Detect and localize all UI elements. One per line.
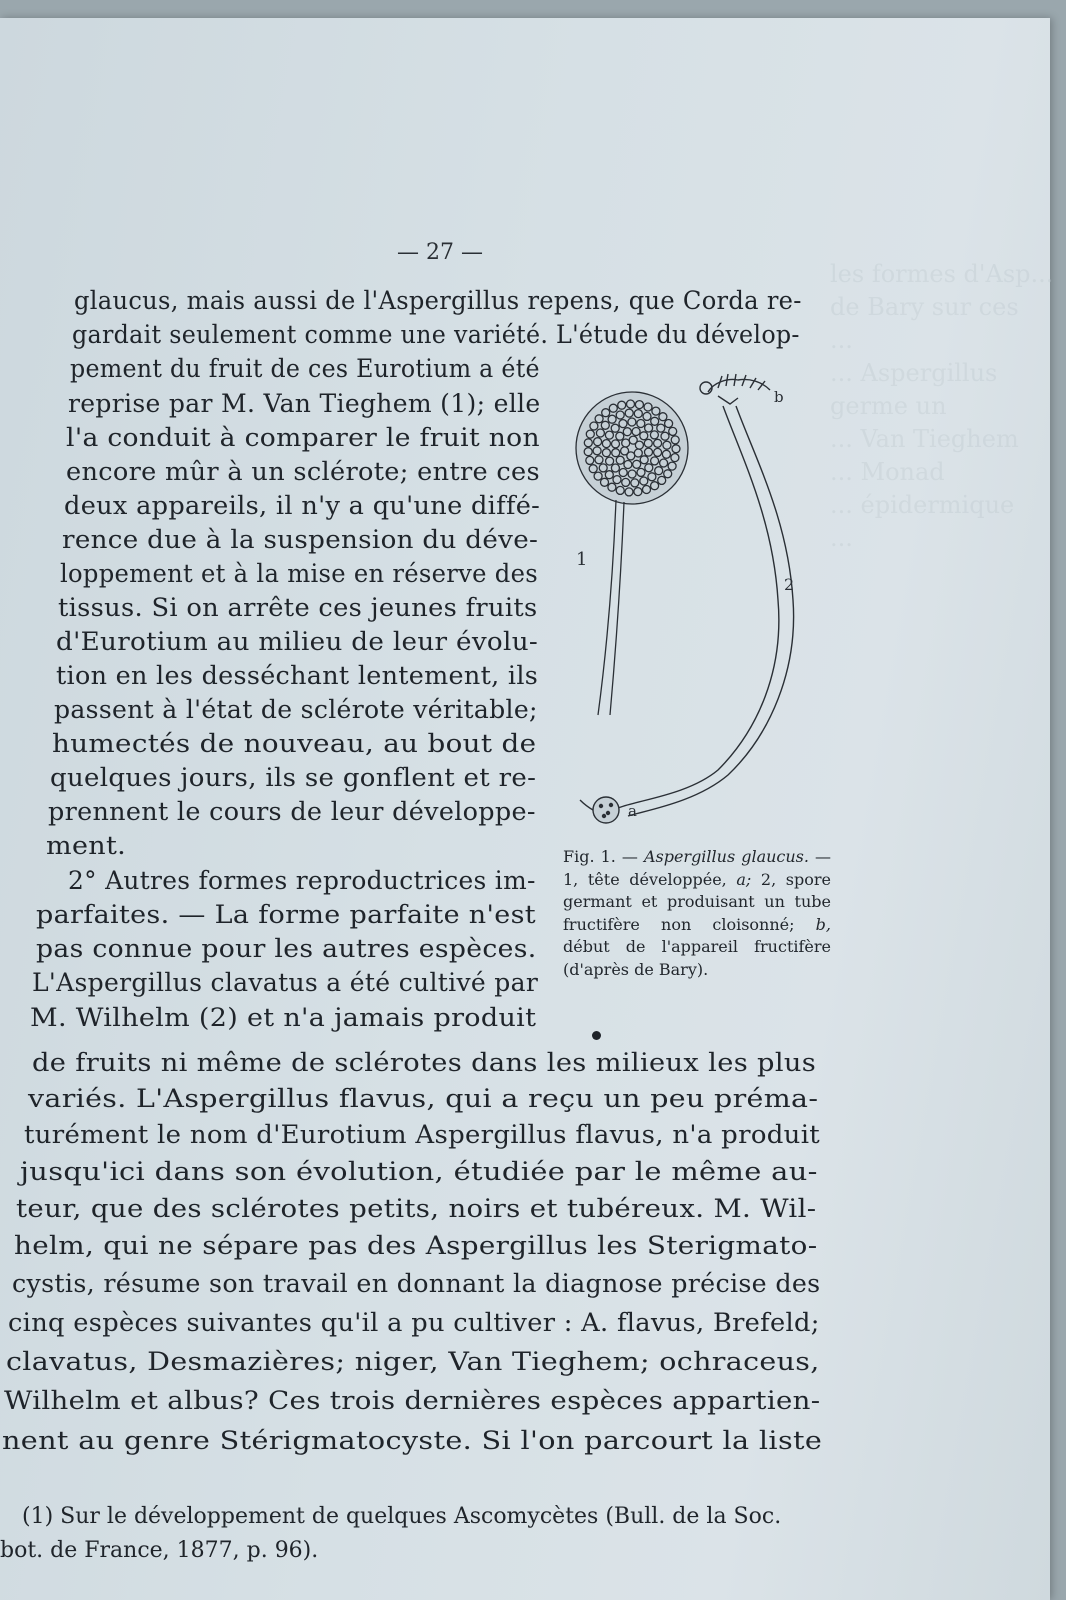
- text-line: jusqu'ici dans son évolution, étudiée par le même au-: [20, 1157, 818, 1186]
- spore-head-illustration: [576, 392, 688, 715]
- figure-label-b: b: [774, 388, 784, 406]
- text-line: ment.: [46, 831, 127, 860]
- text-line: helm, qui ne sépare pas des Aspergillus les Sterigmato-: [14, 1231, 818, 1260]
- text-line: passent à l'état de sclérote véritable;: [54, 695, 538, 724]
- ink-dot: [592, 1031, 601, 1040]
- caption-text: — 1, tête développée,: [563, 847, 832, 889]
- text-line: L'Aspergillus clavatus a été cultivé par: [32, 968, 539, 997]
- text-line: pas connue pour les autres espèces.: [36, 934, 537, 963]
- text-line: cystis, résume son travail en donnant la diagnose précise des: [12, 1269, 821, 1298]
- text-line: quelques jours, ils se gonflent et re-: [50, 763, 537, 792]
- text-line: glaucus, mais aussi de l'Aspergillus repens, que Corda re-: [74, 286, 802, 315]
- text-line: cinq espèces suivantes qu'il a pu cultiver : A. flavus, Brefeld;: [8, 1308, 820, 1337]
- caption-species: Aspergillus glaucus.: [643, 847, 809, 866]
- text-line: gardait seulement comme une variété. L'étude du dévelop-: [72, 320, 800, 349]
- text-line: tissus. Si on arrête ces jeunes fruits: [58, 593, 538, 622]
- text-line: reprise par M. Van Tieghem (1); elle: [68, 389, 541, 418]
- caption-lead: Fig. 1. —: [563, 847, 638, 866]
- text-line: turément le nom d'Eurotium Aspergillus flavus, n'a produit: [24, 1120, 821, 1149]
- text-line: nent au genre Stérigmatocyste. Si l'on parcourt la liste: [2, 1426, 823, 1455]
- text-line: 2° Autres formes reproductrices im-: [68, 866, 536, 895]
- text-line: rence due à la suspension du déve-: [62, 525, 539, 554]
- caption-a-label: a;: [736, 869, 752, 889]
- text-line: clavatus, Desmazières; niger, Van Tieghem; ochraceus,: [6, 1347, 820, 1376]
- caption-b-label: b,: [815, 914, 831, 934]
- caption-text-3: début de l'appareil fructifère (d'après de Bary).: [563, 937, 831, 979]
- text-line: deux appareils, il n'y a qu'une diffé-: [64, 491, 541, 520]
- figure-caption: [563, 846, 831, 981]
- page-number: — 27 —: [397, 240, 483, 265]
- footnote-line-1: (1) Sur le développement de quelques Ascomycètes (Bull. de la Soc.: [22, 1504, 782, 1529]
- text-line: parfaites. — La forme parfaite n'est: [36, 900, 536, 929]
- text-line: l'a conduit à comparer le fruit non: [66, 423, 540, 452]
- text-line: tion en les desséchant lentement, ils: [56, 661, 539, 690]
- page-sheet: [0, 18, 1054, 1600]
- text-line: teur, que des sclérotes petits, noirs et tubéreux. M. Wil-: [16, 1194, 817, 1223]
- figure-label-a: a: [628, 802, 637, 820]
- text-line: d'Eurotium au milieu de leur évolu-: [56, 627, 539, 656]
- show-through-text: les formes d'Asp... de Bary sur ces ... ... Aspergillus germe un ... Van Tieghem ... Monad ... épidermique ...: [830, 260, 1054, 552]
- caption-text-2: 2, spore germant et produisant un tube fructifère non cloisonné;: [563, 869, 831, 934]
- text-line: humectés de nouveau, au bout de: [52, 729, 537, 758]
- text-line: pement du fruit de ces Eurotium a été: [70, 354, 540, 383]
- footnote-line-2: bot. de France, 1877, p. 96).: [0, 1538, 319, 1563]
- figure-label-2: 2: [784, 575, 795, 594]
- figure-aspergillus-glaucus: [558, 370, 828, 840]
- text-line: variés. L'Aspergillus flavus, qui a reçu un peu préma-: [28, 1084, 819, 1113]
- text-line: Wilhelm et albus? Ces trois dernières espèces appartien-: [4, 1386, 821, 1415]
- figure-label-1: 1: [576, 549, 588, 570]
- text-line: loppement et à la mise en réserve des: [60, 559, 538, 588]
- text-line: de fruits ni même de sclérotes dans les milieux les plus: [32, 1048, 817, 1077]
- text-line: encore mûr à un sclérote; entre ces: [66, 457, 540, 486]
- text-line: prennent le cours de leur développe-: [48, 797, 536, 826]
- text-line: M. Wilhelm (2) et n'a jamais produit: [30, 1003, 537, 1032]
